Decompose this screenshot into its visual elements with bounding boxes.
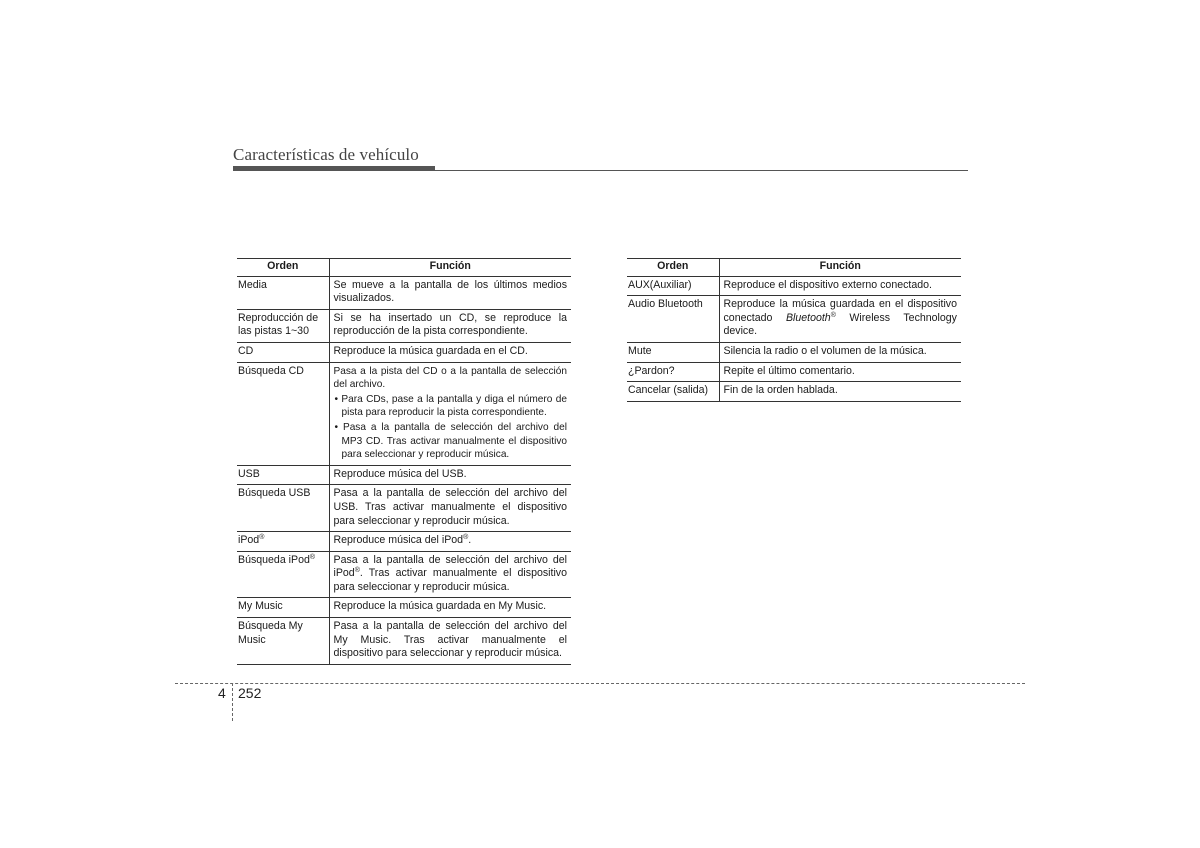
table-row	[237, 362, 571, 465]
command-description	[329, 362, 571, 465]
registered-mark: ®	[309, 553, 316, 561]
description-text: Reproduce música del iPod	[333, 534, 464, 547]
command-name-text: iPod	[238, 534, 260, 547]
command-description: Si se ha insertado un CD, se reproduce la reproducción de la pista correspondiente.	[329, 309, 571, 342]
table-row	[237, 618, 571, 665]
table-header-row	[627, 259, 961, 277]
bluetooth-brand-text: Bluetooth	[785, 311, 831, 324]
table-row	[627, 342, 961, 362]
command-name: My Music	[237, 598, 329, 618]
command-description: Pasa a la pantalla de selección del archivo del My Music. Tras activar manualmente el dispositivo para seleccionar y reproducir música.	[329, 618, 571, 665]
table-row	[627, 276, 961, 296]
registered-mark: ®	[354, 567, 360, 575]
table-row	[627, 362, 961, 382]
command-description: Silencia la radio o el volumen de la música.	[719, 342, 961, 362]
command-description: Se mueve a la pantalla de los últimos medios visualizados.	[329, 276, 571, 309]
table-row	[627, 382, 961, 402]
command-name: Cancelar (salida)	[627, 382, 719, 402]
command-name: USB	[237, 465, 329, 485]
command-name-text: Búsqueda iPod	[238, 553, 310, 566]
table-row	[237, 598, 571, 618]
command-name: Audio Bluetooth	[627, 296, 719, 343]
table-row	[237, 342, 571, 362]
table-row	[627, 296, 961, 343]
description-intro: Pasa a la pista del CD o a la pantalla de selección del archivo.	[333, 365, 567, 391]
column-header-function: Función	[719, 259, 961, 277]
command-description: Reproduce el dispositivo externo conectado.	[719, 276, 961, 296]
page-number: 252	[238, 685, 262, 701]
voice-command-table-right	[627, 258, 961, 402]
command-description: Pasa a la pantalla de selección del archivo del USB. Tras activar manualmente el dispositivo para seleccionar y reproducir música.	[329, 485, 571, 532]
description-text-end: Wireless Technology device.	[723, 311, 957, 338]
column-header-order: Orden	[627, 259, 719, 277]
registered-mark: ®	[830, 311, 836, 319]
command-description: Reproduce música del USB.	[329, 465, 571, 485]
table-row	[237, 465, 571, 485]
command-name: ¿Pardon?	[627, 362, 719, 382]
command-name	[237, 551, 329, 598]
command-name: Búsqueda My Music	[237, 618, 329, 665]
description-bullet: • Pasa a la pantalla de selección del archivo del MP3 CD. Tras activar manualmente el dispositivo para seleccionar y reproducir música.	[334, 421, 567, 461]
registered-mark: ®	[463, 534, 469, 542]
voice-command-table-left	[237, 258, 571, 665]
command-name: Búsqueda CD	[237, 362, 329, 465]
table-row	[237, 532, 571, 552]
command-description: Reproduce la música guardada en el CD.	[329, 342, 571, 362]
footer-divider	[232, 683, 233, 721]
command-name: AUX(Auxiliar)	[627, 276, 719, 296]
registered-mark: ®	[259, 534, 265, 542]
table-row	[237, 276, 571, 309]
header-rule	[233, 170, 968, 171]
command-name: CD	[237, 342, 329, 362]
table-row	[237, 485, 571, 532]
footer-dotted-rule	[175, 683, 1025, 684]
command-description: Fin de la orden hablada.	[719, 382, 961, 402]
table-header-row	[237, 259, 571, 277]
page-header-title: Características de vehículo	[233, 145, 419, 164]
chapter-number: 4	[218, 685, 226, 701]
command-description	[719, 296, 961, 343]
description-text-end: . Tras activar manualmente el dispositivo para seleccionar y reproducir música.	[333, 567, 567, 593]
command-description: Reproduce la música guardada en My Music.	[329, 598, 571, 618]
command-description: Repite el último comentario.	[719, 362, 961, 382]
column-header-order: Orden	[237, 259, 329, 277]
description-text-end: .	[468, 534, 472, 547]
table-row	[237, 551, 571, 598]
description-text: Pasa a la pantalla de selección del archivo del iPod	[333, 553, 567, 580]
command-name	[237, 532, 329, 552]
command-name: Mute	[627, 342, 719, 362]
command-description	[329, 551, 571, 598]
command-name: Búsqueda USB	[237, 485, 329, 532]
command-name: Reproducción de las pistas 1~30	[237, 309, 329, 342]
command-name: Media	[237, 276, 329, 309]
command-description	[329, 532, 571, 552]
description-bullet: • Para CDs, pase a la pantalla y diga el número de pista para reproducir la pista correspondiente.	[334, 393, 567, 419]
description-text: Reproduce la música guardada en el dispositivo conectado	[723, 298, 957, 324]
column-header-function: Función	[329, 259, 571, 277]
table-row	[237, 309, 571, 342]
